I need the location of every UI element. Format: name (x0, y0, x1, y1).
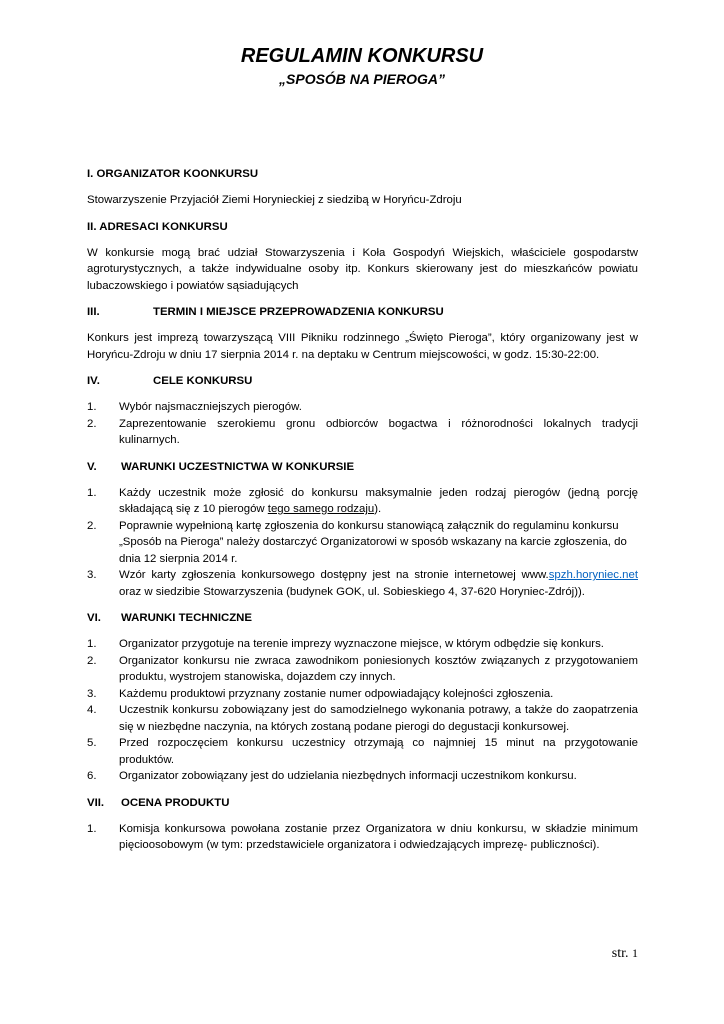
section-3-number: III. (87, 306, 100, 318)
section-1-text: Stowarzyszenie Przyjaciół Ziemi Horynieckiej z siedzibą w Horyńcu-Zdroju (87, 194, 462, 206)
list-item: 6. Organizator zobowiązany jest do udzielania niezbędnych informacji uczestnikom konkursu. (87, 770, 577, 782)
section-7-heading (87, 795, 638, 811)
section-5-title: WARUNKI UCZESTNICTWA W KONKURSIE (121, 460, 355, 473)
section-2-heading: II. ADRESACI KONKURSU (87, 220, 228, 233)
page-label: str. (611, 946, 629, 961)
section-6-list (87, 636, 638, 785)
list-item: 3. Każdemu produktowi przyznany zostanie numer odpowiadający kolejności zgłoszenia. (87, 687, 554, 700)
section-3-heading (87, 304, 638, 320)
section-7-title: OCENA PRODUKTU (121, 796, 230, 809)
list-item: 1. Każdy uczestnik może zgłosić do konkursu maksymalnie jeden rodzaj pierogów (jedną porcję składającą się z 10 pierogów tego samego rodzaju). (87, 486, 638, 515)
section-7-number: VII. (87, 796, 105, 809)
section-7-list (87, 821, 638, 854)
section-6-heading (87, 610, 638, 626)
section-4-title: CELE KONKURSU (153, 375, 253, 387)
section-4-heading (87, 373, 638, 389)
section-4-number: IV. (87, 375, 100, 387)
list-item: 2. Poprawnie wypełnioną kartę zgłoszenia do konkursu stanowiącą załącznik do regulaminu konkursu „Sposób na Pieroga” należy dostarczyć Organizatorowi w sposób wskazany na karcie zgłoszenia, do dnia 12 sierpnia 2014 r. (87, 519, 627, 565)
document-body (87, 166, 638, 864)
section-4-list (87, 399, 638, 449)
list-item: 3. Wzór karty zgłoszenia konkursowego dostępny jest na stronie internetowej www.spzh.horyniec.net oraz w siedzibie Stowarzyszenia (budynek GOK, ul. Sobieskiego 4, 37-620 Horyniec-Zdrój)). (87, 569, 638, 598)
list-item: 2. Organizator konkursu nie zwraca zawodnikom poniesionych kosztów związanych z przygotowaniem produktu, wystrojem stanowiska, dojazdem czy innych. (87, 654, 638, 683)
section-6-number: VI. (87, 612, 101, 624)
page-value: 1 (632, 946, 638, 960)
list-item: 5. Przed rozpoczęciem konkursu uczestnicy otrzymają co najmniej 15 minut na przygotowanie produktów. (87, 737, 638, 766)
document-title: REGULAMIN KONKURSU (240, 45, 484, 67)
section-6-title: WARUNKI TECHNICZNE (121, 612, 252, 624)
section-2-text: W konkursie mogą brać udział Stowarzyszenia i Koła Gospodyń Wiejskich, właściciele gospodarstw agroturystycznych, a także indywidualne osoby itp. Konkurs skierowany jest do mieszkańców powiatu lubaczowskiego i powiatów sąsiadujących (87, 246, 638, 292)
section-3-title: TERMIN I MIEJSCE PRZEPROWADZENIA KONKURSU (153, 306, 444, 318)
document-subtitle: „SPOSÓB NA PIEROGA” (279, 71, 445, 87)
website-link[interactable]: spzh.horyniec.net (548, 569, 638, 581)
list-item: 4. Uczestnik konkursu zobowiązany jest do samodzielnego wykonania potrawy, a także do zaopatrzenia się w niezbędne naczynia, na których zostaną podane pierogi do degustacji konkursowej. (87, 704, 638, 733)
list-item: 1. Organizator przygotuje na terenie imprezy wyznaczone miejsce, w którym odbędzie się konkurs. (87, 638, 604, 650)
section-5-heading (87, 459, 638, 475)
section-3-text: Konkurs jest imprezą towarzyszącą VIII Pikniku rodzinnego „Święto Pieroga”, który organizowany jest w Horyńcu-Zdroju w dniu 17 sierpnia 2014 r. na deptaku w Centrum miejscowości, w godz. 15:30-22:00. (87, 332, 638, 361)
underlined-text: tego samego rodzaju (267, 503, 375, 515)
section-1-heading: I. ORGANIZATOR KOONKURSU (87, 168, 259, 180)
page-number (612, 946, 638, 962)
list-item: 1. Wybór najsmaczniejszych pierogów. (87, 401, 302, 413)
list-item: 2. Zaprezentowanie szerokiemu gronu odbiorców bogactwa i różnorodności lokalnych tradycji kulinarnych. (87, 417, 638, 446)
list-item: 1. Komisja konkursowa powołana zostanie przez Organizatora w dniu konkursu, w składzie minimum pięcioosobowym (w tym: przedstawiciele organizatora i odwiedzających imprezę- publiczności). (87, 822, 638, 851)
section-5-list (87, 485, 638, 601)
section-5-number: V. (87, 460, 97, 473)
